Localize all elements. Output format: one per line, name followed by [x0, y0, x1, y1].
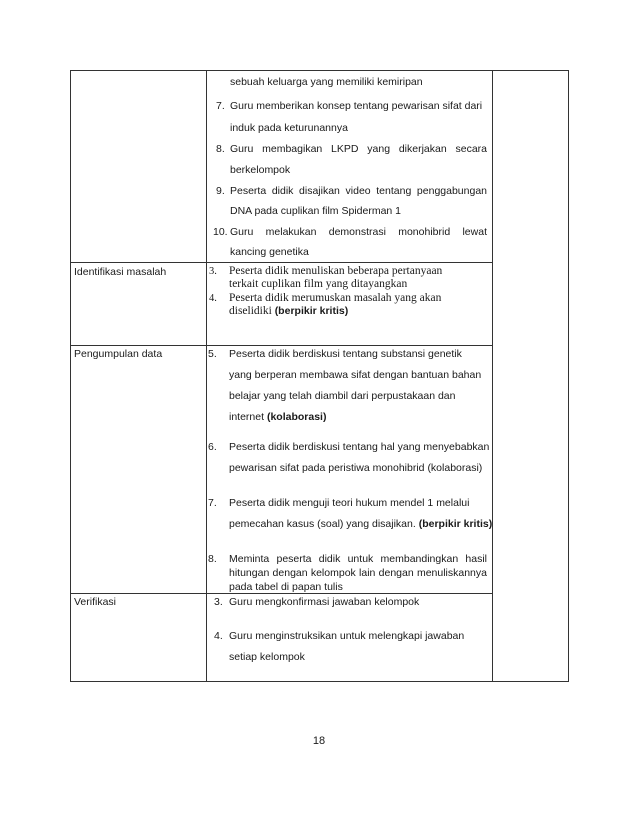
- list-item-text: pada tabel di papan tulis: [229, 581, 343, 593]
- list-item-text: kancing genetika: [230, 246, 309, 258]
- list-item-text: DNA pada cuplikan film Spiderman 1: [230, 205, 402, 217]
- list-item-text: pewarisan sifat pada peristiwa monohibrid (kolaborasi): [229, 462, 483, 474]
- list-item-text: Peserta didik berdiskusi tentang hal yang menyebabkan: [229, 441, 490, 453]
- list-item-text: Guru mengkonfirmasi jawaban kelompok: [229, 596, 420, 608]
- skill-tag-berpikir-kritis: (berpikir kritis): [274, 305, 349, 317]
- row-label-verifikasi: Verifikasi: [74, 596, 117, 608]
- list-item-number: 3.: [214, 596, 223, 608]
- list-item-text: yang berperan membawa sifat dengan bantuan bahan: [229, 369, 482, 381]
- list-item-text: Peserta didik berdiskusi tentang substansi genetik: [229, 348, 462, 360]
- list-item-number: 4.: [214, 630, 223, 642]
- list-item-number: 7.: [208, 497, 217, 509]
- row-divider-2: [70, 345, 493, 346]
- row-label-pengumpulan-data: Pengumpulan data: [74, 348, 163, 360]
- table-border-top: [70, 70, 569, 71]
- list-item-text-fragment: internet: [229, 411, 265, 423]
- skill-tag-kolaborasi: (kolaborasi): [266, 411, 327, 423]
- list-item-text-fragment: pemecahan kasus (soal) yang disajikan.: [229, 518, 416, 530]
- list-item-text-fragment: diselidiki: [229, 305, 272, 317]
- skill-tag-berpikir-kritis: (berpikir kritis): [418, 518, 493, 530]
- list-item-text: induk pada keturunannya: [230, 122, 348, 134]
- list-item-number: 3.: [209, 266, 217, 277]
- list-item-number: 10.: [213, 226, 228, 238]
- list-item-text: belajar yang telah diambil dari perpustakaan dan: [229, 390, 456, 402]
- list-item-text: Guru memberikan konsep tentang pewarisan sifat dari: [230, 100, 483, 112]
- list-item-text: hitungan dengan kelompok lain dengan menuliskannya: [229, 567, 487, 579]
- table-border-col1: [206, 70, 207, 681]
- table-border-bottom: [70, 681, 569, 682]
- list-item-number: 5.: [208, 348, 217, 360]
- list-item-text: berkelompok: [230, 164, 291, 176]
- page-number: 18: [312, 735, 326, 747]
- list-item-number: 4.: [209, 293, 217, 304]
- list-item-text: Peserta didik merumuskan masalah yang akan: [229, 292, 442, 304]
- list-item-text: Peserta didik menguji teori hukum mendel 1 melalui: [229, 497, 470, 509]
- list-item-text: setiap kelompok: [229, 651, 305, 663]
- list-item-text: Guru membagikan LKPD yang dikerjakan secara: [230, 143, 487, 155]
- list-item-text: [229, 518, 492, 531]
- list-item-text: sebuah keluarga yang memiliki kemiripan: [230, 76, 423, 88]
- list-item-number: 9.: [216, 185, 225, 197]
- row-label-identifikasi-masalah: Identifikasi masalah: [74, 266, 167, 278]
- list-item-text: Peserta didik disajikan video tentang penggabungan: [230, 185, 487, 197]
- list-item-number: 7.: [216, 100, 225, 112]
- table-border-right: [568, 70, 569, 681]
- row-divider-1: [70, 262, 493, 263]
- list-item-text: Guru menginstruksikan untuk melengkapi jawaban: [229, 630, 465, 642]
- list-item-text: Peserta didik menuliskan beberapa pertanyaan: [229, 265, 443, 277]
- list-item-number: 6.: [208, 441, 217, 453]
- list-item-text: Guru melakukan demonstrasi monohibrid lewat: [230, 226, 487, 238]
- table-border-col2: [492, 70, 493, 681]
- list-item-number: 8.: [216, 143, 225, 155]
- list-item-number: 8.: [208, 553, 217, 565]
- list-item-text: terkait cuplikan film yang ditayangkan: [229, 278, 408, 290]
- list-item-text: [229, 411, 326, 424]
- table-border-left: [70, 70, 71, 681]
- list-item-text: Meminta peserta didik untuk membandingkan hasil: [229, 553, 487, 565]
- list-item-text: [229, 305, 348, 318]
